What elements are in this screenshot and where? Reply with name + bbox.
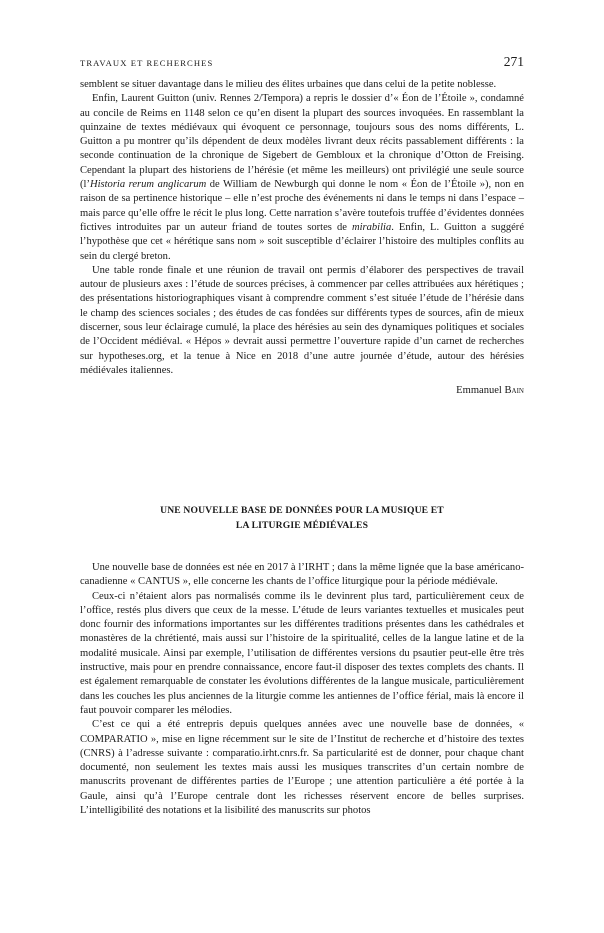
article1-paragraph-1: semblent se situer davantage dans le milieu des élites urbaines que dans celui de la petite noblesse. <box>80 79 497 90</box>
article2-paragraph-1: Une nouvelle base de données est née en 2017 à l’IRHT ; dans la même lignée que la base américano-canadienne « CANTUS », elle concerne les chants de l’office liturgique pour la période médiévale. <box>80 562 524 588</box>
page-number: 271 <box>503 54 524 69</box>
p2-text-after: . Enfin, L. Guitton a suggéré l’hypothèse que cet « hérétique sans nom » soit susceptible d’éclairer l’histoire des multiples conflits au sein du clergé breton. <box>80 221 524 262</box>
author-last-name: Bain <box>504 385 524 397</box>
article2-title-line-2: LA LITURGIE MÉDIÉVALES <box>235 520 369 531</box>
article2-paragraph-2: Ceux-ci n’étaient alors pas normalisés comme ils le devinrent plus tard, particulièrement ceux de l’office, restés plus divers que ceux de la messe. L’étude de leurs variantes textuelles et musicales peut donc fournir des informations importantes sur les différentes traditions présentes dans les cathédrales et monastères de la chrétienté, mais aussi sur l’histoire de la spiritualité, celles de la langue latine et de la modalité musicale. Ainsi par exemple, l’utilisation de différentes versions du psautier peut-elle être très instructive, mais pour en prendre connaissance, encore faut-il disposer des textes complets des chants. Il est également remarquable de constater les évolutions différentes de la langue musicale, particulièrement dans les couches les plus anciennes de la liturgie comme les antiennes de l’office férial, mais là encore il faut pouvoir comparer les mélodies. <box>80 590 524 716</box>
p2-text-middle: de William de Newburgh qui donne le nom « Éon de l’Étoile »), non en raison de sa pertinence historique – elle n’est proche des événements ni dans le temps ni dans l’espace – mais parce qu’elle offre le récit le plus long. Cette narration s’avère toutefois truffée d’évidentes données fictives introduites par un auteur friand de toutes sortes de <box>80 179 524 233</box>
running-head-section: TRAVAUX ET RECHERCHES <box>80 58 214 68</box>
article2-title-line-1: UNE NOUVELLE BASE DE DONNÉES POUR LA MUSIQUE ET <box>160 505 444 516</box>
article2-paragraph-3: C’est ce qui a été entrepris depuis quelques années avec une nouvelle base de données, « COMPARATIO », mise en ligne récemment sur le site de l’Institut de recherche et d’histoire des textes (CNRS) à l’adresse suivante : comparatio.irht.cnrs.fr. Sa particularité est de donner, pour chaque chant documenté, non seulement les textes mais aussi les musiques transcrites d’un certain nombre de manuscrits provenant de différentes parties de l’Europe ; une attention particulière a été portée à la Gaule, ainsi qu’à l’Europe centrale dont les richesses réservent encore de belles surprises. L’intelligibilité des notations et la lisibilité des manuscrits sur photos <box>80 719 524 817</box>
article2-title <box>80 503 524 533</box>
author-signature <box>80 384 524 398</box>
p2-text-before: Enfin, Laurent Guitton (univ. Rennes 2/Tempora) a repris le dossier d’« Éon de l’Étoile », condamné au concile de Reims en 1148 selon ce qu’en disent la plupart des sources invoquées. En rassemblant la quinzaine de textes médiévaux qui évoquent ce personnage, toujours sous des noms différents, L. Guitton a pu montrer qu’ils dépendent de deux modèles livrant deux récits passablement différents : la seconde continuation de la chronique de Sigebert de Gembloux et la chronique d’Otton de Freising. Cependant la plupart des historiens de l’hérésie (et même les meilleurs) ont privilégié une seule source (l’ <box>80 93 524 191</box>
p2-italic-title: Historia rerum anglicarum <box>89 179 207 191</box>
p2-italic-mirabilia: mirabilia <box>351 221 392 233</box>
article1-body <box>80 78 524 399</box>
article2-body <box>80 561 524 818</box>
article1-paragraph-3: Une table ronde finale et une réunion de travail ont permis d’élaborer des perspectives de travail autour de plusieurs axes : l’étude de sources précises, à commencer par celles attribuées aux hérétiques ; des présentations historiographiques visant à comprendre comment s’est située l’étude de l’hérésie dans le champ des sciences sociales ; des études de cas fondées sur différents types de sources, afin de mieux discerner, sous leur éclairage cumulé, la place des hérésies au sein des dynamiques politiques et sociales de l’Occident médiéval. « Hépos » devrait aussi permettre l’ouverture rapide d’un carnet de recherches sur hypotheses.org, et la tenue à Nice en 2018 d’une autre journée d’étude, autour des hérésies médiévales italiennes. <box>80 264 524 376</box>
author-first-name: Emmanuel <box>456 385 502 397</box>
article1-paragraph-2 <box>80 92 524 264</box>
running-head <box>80 54 524 70</box>
